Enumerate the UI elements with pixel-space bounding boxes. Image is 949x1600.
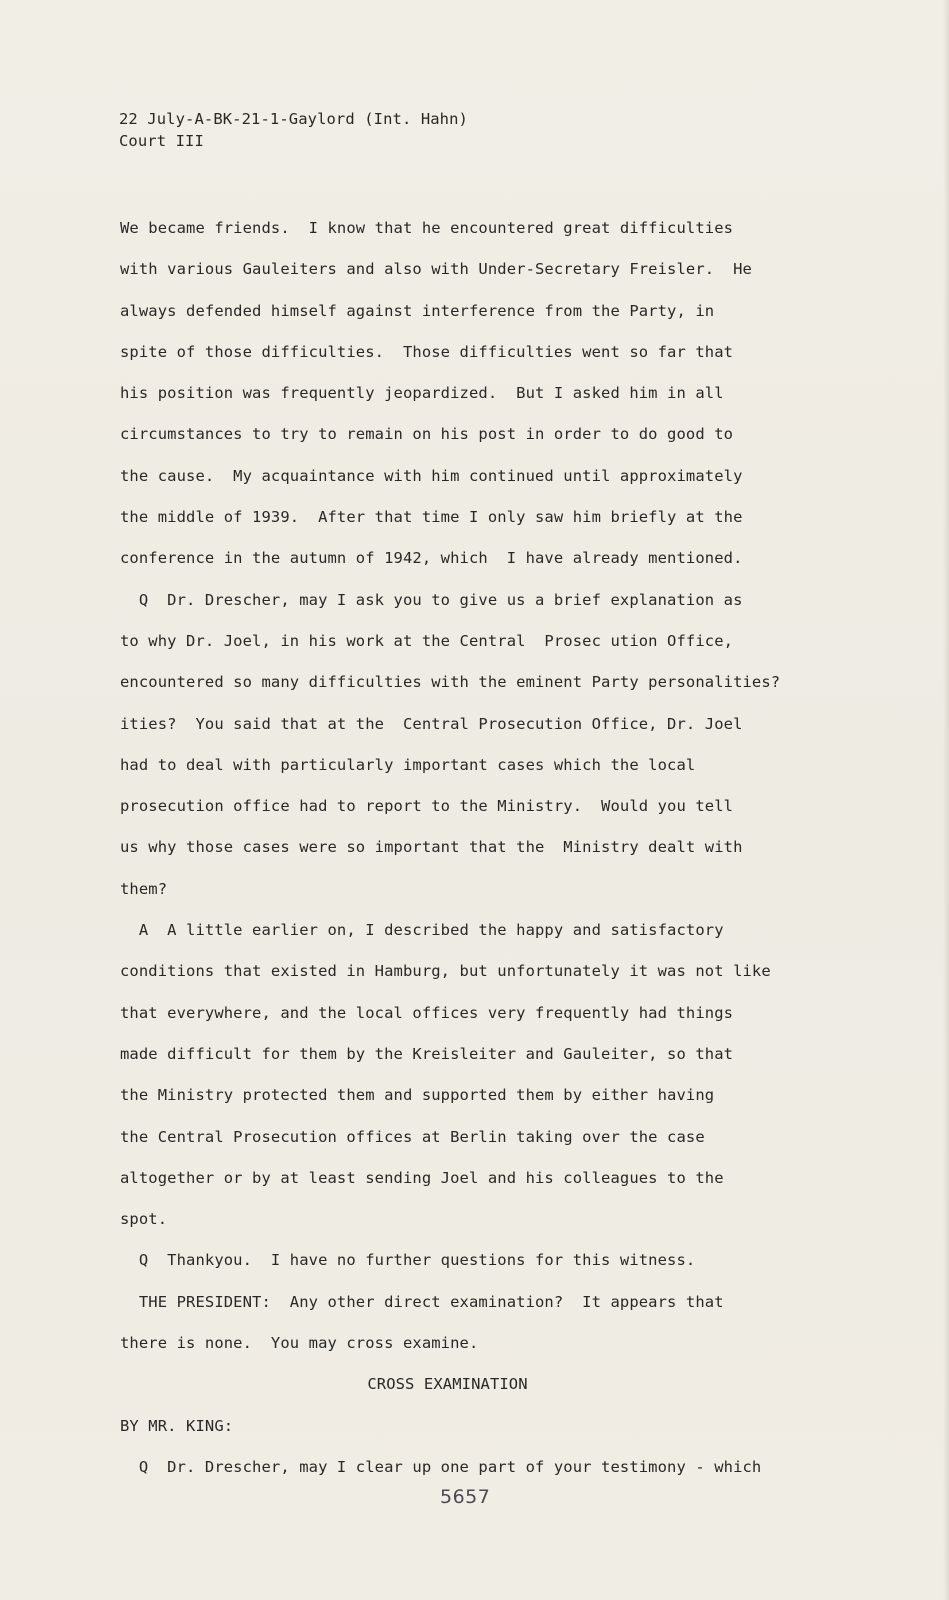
transcript-line: Q Thankyou. I have no further questions for this witness. [120, 1251, 696, 1270]
transcript-line: the Central Prosecution offices at Berlin taking over the case [120, 1127, 705, 1146]
transcript-line: with various Gauleiters and also with Under-Secretary Freisler. He [120, 260, 752, 279]
transcript-line: Q Dr. Drescher, may I ask you to give us a brief explanation as [120, 590, 743, 609]
header-court: Court III [119, 132, 204, 150]
transcript-line: prosecution office had to report to the Ministry. Would you tell [120, 797, 734, 816]
section-heading: CROSS EXAMINATION [367, 1375, 528, 1394]
transcript-line: there is none. You may cross examine. [120, 1334, 479, 1353]
header-reference: 22 July-A-BK-21-1-Gaylord (Int. Hahn) [119, 110, 468, 128]
transcript-line: us why those cases were so important that the Ministry dealt with [120, 838, 743, 857]
transcript-line: the cause. My acquaintance with him continued until approximately [120, 466, 743, 485]
transcript-body [120, 208, 900, 1488]
transcript-line: encountered so many difficulties with the eminent Party personalities? [120, 673, 781, 692]
transcript-line: altogether or by at least sending Joel and his colleagues to the [120, 1168, 724, 1187]
transcript-line: to why Dr. Joel, in his work at the Central Prosec ution Office, [120, 631, 734, 650]
page-number: 5657 [440, 1486, 491, 1508]
transcript-line: BY MR. KING: [120, 1416, 234, 1435]
transcript-line: the middle of 1939. After that time I only saw him briefly at the [120, 508, 743, 527]
transcript-line: spite of those difficulties. Those difficulties went so far that [120, 342, 734, 361]
transcript-line: A A little earlier on, I described the happy and satisfactory [120, 921, 724, 940]
transcript-line: ities? You said that at the Central Prosecution Office, Dr. Joel [120, 714, 743, 733]
transcript-line: the Ministry protected them and supported them by either having [120, 1086, 715, 1105]
transcript-line: circumstances to try to remain on his post in order to do good to [120, 425, 734, 444]
transcript-line: them? [120, 879, 168, 898]
transcript-line: We became friends. I know that he encountered great difficulties [120, 219, 734, 237]
transcript-line: conference in the autumn of 1942, which I have already mentioned. [120, 549, 743, 568]
transcript-line: his position was frequently jeopardized. But I asked him in all [120, 384, 724, 403]
transcript-line: THE PRESIDENT: Any other direct examination? It appears that [120, 1292, 724, 1311]
transcript-line: that everywhere, and the local offices very frequently had things [120, 1003, 734, 1022]
transcript-line: conditions that existed in Hamburg, but unfortunately it was not like [120, 962, 771, 981]
transcript-line: Q Dr. Drescher, may I clear up one part of your testimony - which [120, 1457, 762, 1476]
transcript-line: always defended himself against interference from the Party, in [120, 301, 715, 320]
transcript-line: made difficult for them by the Kreisleiter and Gauleiter, so that [120, 1044, 734, 1063]
transcript-line: spot. [120, 1210, 168, 1229]
document-header [119, 108, 468, 152]
transcript-line: had to deal with particularly important cases which the local [120, 755, 696, 774]
